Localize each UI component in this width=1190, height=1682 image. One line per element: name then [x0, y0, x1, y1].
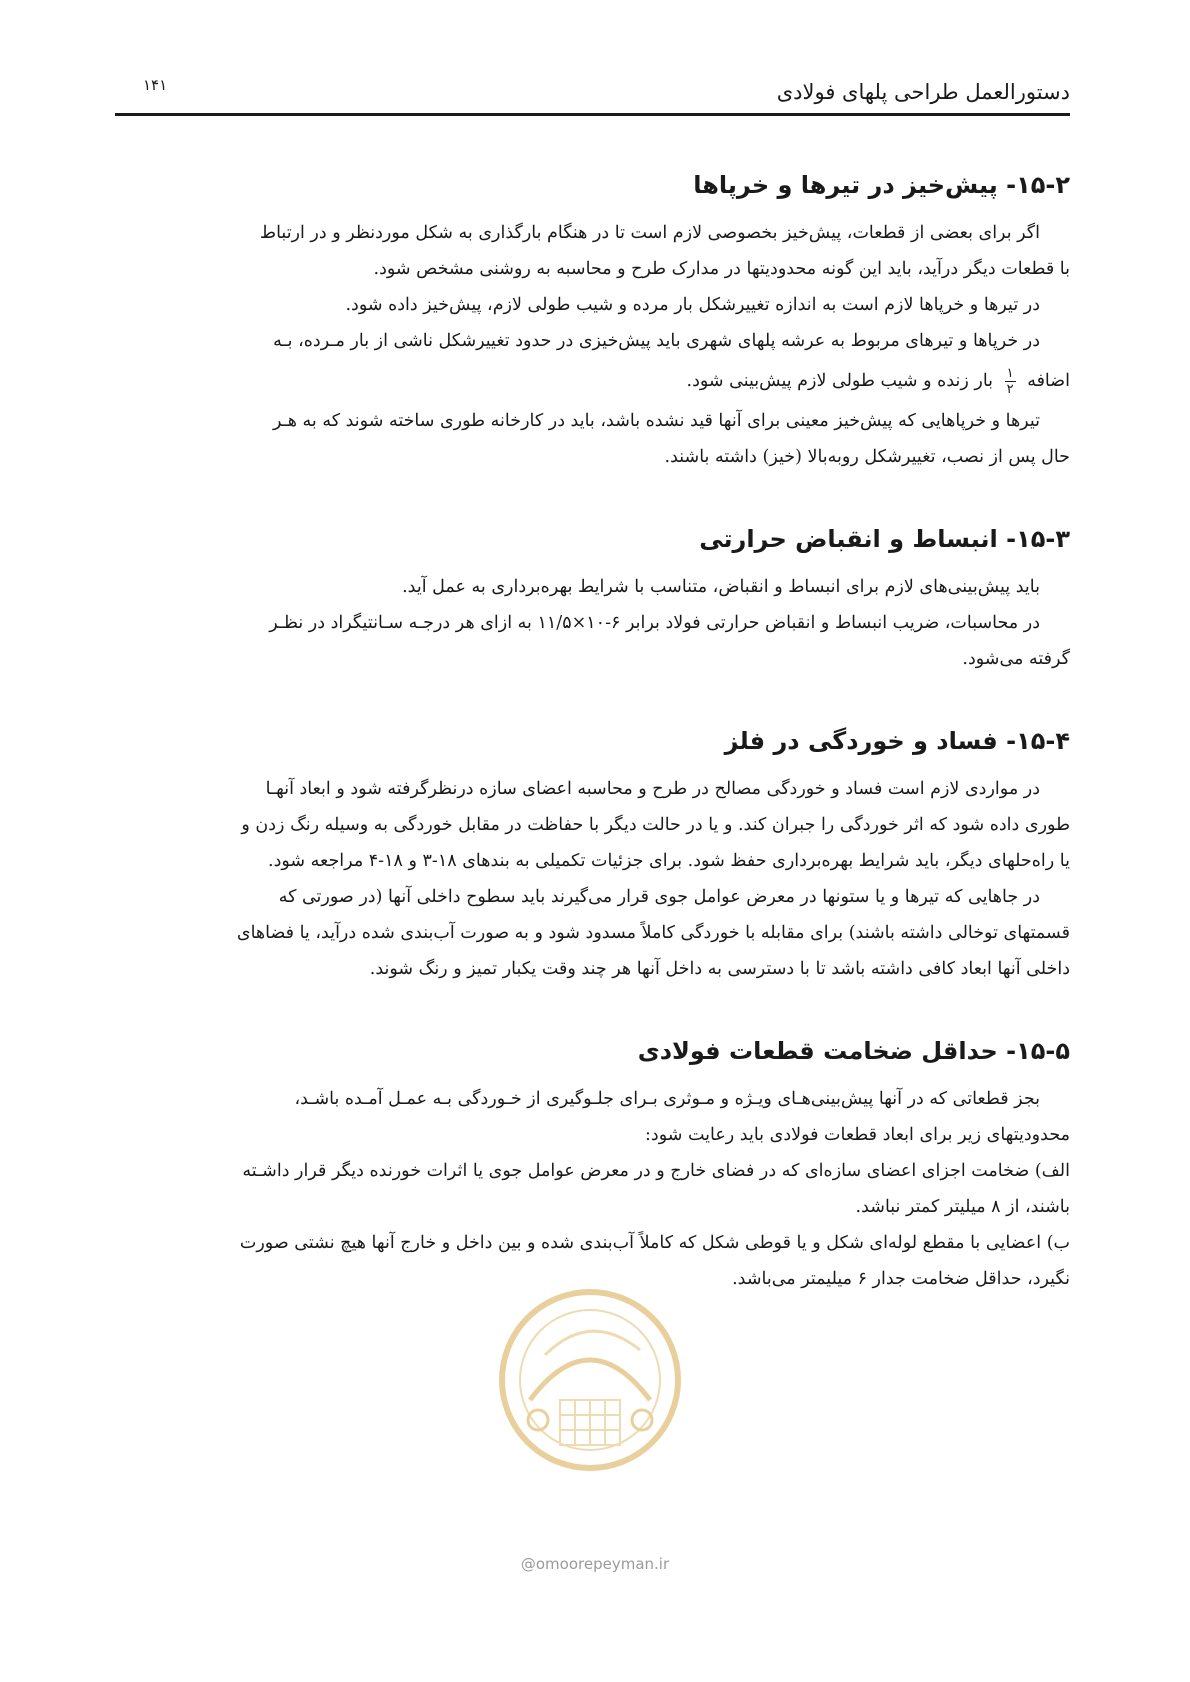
- fraction-numerator: ۱: [1006, 366, 1014, 381]
- text-line: قسمتهای توخالی داشته باشند) برای مقابله با خوردگی کاملاً مسدود شود و به صورت آب‌بندی شده درآید، یا فضاهای: [236, 923, 1070, 943]
- at-icon: @: [520, 1555, 536, 1573]
- text-line: تیرها و خرپاهایی که پیش‌خیز معینی برای آنها قید نشده باشد، باید در کارخانه طوری ساخته شوند که به هـر: [272, 411, 1040, 431]
- running-header: [115, 68, 1070, 118]
- paragraph: [115, 215, 1070, 287]
- text-line: اگر برای بعضی از قطعات، پیش‌خیز بخصوصی لازم است تا در هنگام بارگذاری به شکل موردنظر و در ارتباط: [259, 223, 1040, 243]
- section-heading: ۱۵-۲- پیش‌خیز در تیرها و خرپاها: [693, 171, 1070, 199]
- section-15-2: [115, 165, 1070, 475]
- text-line: در محاسبات، ضریب انبساط و انقباض حرارتی فولاد برابر ۶-۱۰×۱۱/۵ به ازای هر درجـه سـانتیگراد در نظـر: [269, 613, 1040, 633]
- list-item-be: [115, 1225, 1070, 1297]
- text-line: بجز قطعاتی که در آنها پیش‌بینی‌هـای ویـژه و مـوثری بـرای جلـوگیری از خـوردگی بـه عمـل آمـده باشـد،: [294, 1089, 1040, 1109]
- text-line: گرفته می‌شود.: [962, 649, 1070, 669]
- text-line-with-fraction: [115, 359, 1070, 403]
- paragraph: [115, 771, 1070, 879]
- watermark-url: [500, 1555, 690, 1573]
- text-line: الف) ضخامت اجزای اعضای سازه‌ای که در فضای خارج و در معرض عوامل جوی یا اثرات خورنده دیگر قرار داشـته: [242, 1161, 1070, 1181]
- section-heading: ۱۵-۴- فساد و خوردگی در فلز: [724, 727, 1070, 755]
- paragraph: در تیرها و خرپاها لازم است به اندازه تغییرشکل بار مرده و شیب طولی لازم، پیش‌خیز داده شود.: [345, 295, 1040, 315]
- header-divider: [115, 113, 1070, 116]
- text-line: حال پس از نصب، تغییرشکل روبه‌بالا (خیز) داشته باشند.: [664, 447, 1070, 467]
- paragraph: [115, 879, 1070, 987]
- text-line: در جاهایی که تیرها و یا ستونها در معرض عوامل جوی قرار می‌گیرند باید سطوح داخلی آنها (در صورتی که: [278, 887, 1040, 907]
- text-line: نگیرد، حداقل ضخامت جدار ۶ میلیمتر می‌باشد.: [732, 1269, 1070, 1289]
- fraction-denominator: ۲: [1006, 382, 1014, 397]
- section-15-3: [115, 519, 1070, 677]
- text-line: در خرپاها و تیرهای مربوط به عرشه پلهای شهری باید پیش‌خیزی در حدود تغییرشکل ناشی از بار مـرده، بـه: [273, 331, 1040, 351]
- paragraph: باید پیش‌بینی‌های لازم برای انبساط و انقباض، متناسب با شرایط بهره‌برداری به عمل آید.: [402, 577, 1040, 597]
- text-line: باشند، از ۸ میلیتر کمتر نباشد.: [855, 1197, 1070, 1217]
- section-heading: ۱۵-۵- حداقل ضخامت قطعات فولادی: [637, 1037, 1070, 1065]
- text-line: یا راه‌حلهای دیگر، باید شرایط بهره‌برداری حفظ شود. برای جزئیات تکمیلی به بندهای ۱۸-۳ و ۱۸-۴ مراجعه شود.: [268, 851, 1070, 871]
- page-body: [115, 165, 1070, 1341]
- paragraph: [115, 323, 1070, 403]
- text-line: با قطعات دیگر درآید، باید این گونه محدودیتها در مدارک طرح و محاسبه به روشنی مشخص شود.: [373, 259, 1070, 279]
- text-fragment: اضافه: [1027, 371, 1070, 391]
- watermark-url-text: omoorepeyman.ir: [535, 1555, 670, 1573]
- paragraph: [115, 1081, 1070, 1153]
- paragraph: [115, 403, 1070, 475]
- section-15-5: [115, 1031, 1070, 1297]
- fraction-one-half: [1005, 367, 1016, 396]
- page-number: ۱۴۱: [143, 76, 168, 94]
- text-line: محدودیتهای زیر برای ابعاد قطعات فولادی باید رعایت شود:: [645, 1125, 1070, 1145]
- book-title: دستورالعمل طراحی پلهای فولادی: [776, 80, 1070, 104]
- list-item-alef: [115, 1153, 1070, 1225]
- text-fragment: بار زنده و شیب طولی لازم پیش‌بینی شود.: [686, 371, 994, 391]
- section-15-4: [115, 721, 1070, 987]
- section-heading: ۱۵-۳- انبساط و انقباض حرارتی: [699, 525, 1070, 553]
- text-line: ب) اعضایی با مقطع لوله‌ای شکل و یا قوطی شکل که کاملاً آب‌بندی شده و بین داخل و خارج آنها هیچ نشتی صورت: [239, 1233, 1070, 1253]
- text-line: در مواردی لازم است فساد و خوردگی مصالح در طرح و محاسبه اعضای سازه درنظرگرفته شود و ابعاد آنهـا: [265, 779, 1040, 799]
- text-line: داخلی آنها ابعاد کافی داشته باشد تا با دسترسی به داخل آنها هر چند وقت یکبار تمیز و رنگ شوند.: [369, 959, 1070, 979]
- paragraph: [115, 605, 1070, 677]
- text-line: طوری داده شود که اثر خوردگی را جبران کند. و یا در حالت دیگر با حفاظت در مقابل خوردگی به وسیله رنگ زدن و: [241, 815, 1070, 835]
